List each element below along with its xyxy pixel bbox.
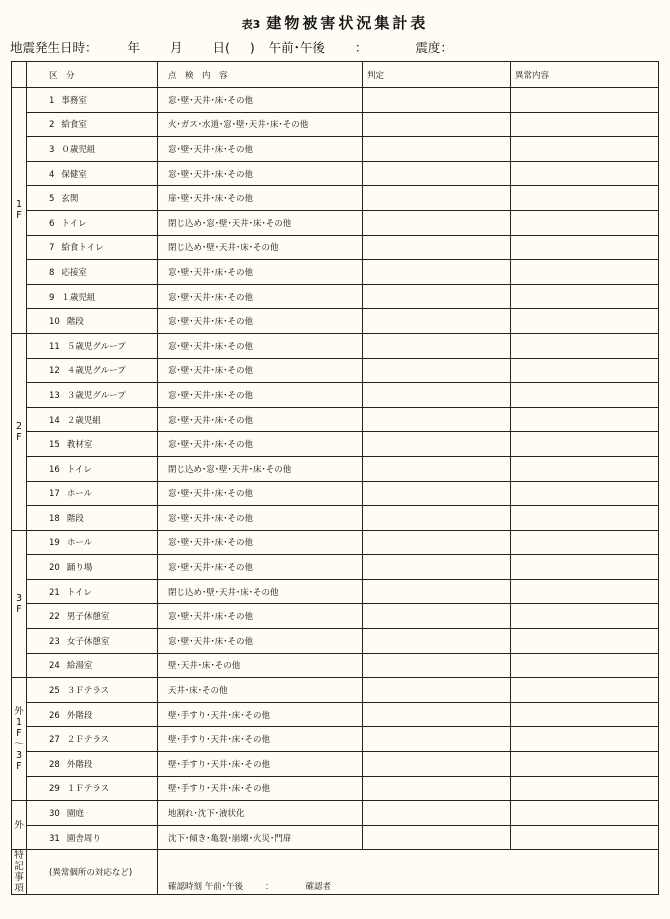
row-category xyxy=(27,137,158,162)
floor-label-text: 3F xyxy=(15,592,23,615)
row-category xyxy=(27,456,158,481)
row-check-content: 壁･天井･床･その他 xyxy=(158,653,363,678)
row-number: 19 xyxy=(49,538,60,549)
row-number: 26 xyxy=(49,710,60,721)
row-name: トイレ xyxy=(61,218,87,229)
row-name: １Ｆテラス xyxy=(66,784,110,795)
table-row xyxy=(12,776,659,801)
row-judgment-cell[interactable] xyxy=(363,432,511,457)
row-abnormal-cell[interactable] xyxy=(511,776,659,801)
confirm-time: 確認時刻 午前･午後 xyxy=(168,882,243,893)
row-category xyxy=(27,702,158,727)
row-abnormal-cell[interactable] xyxy=(511,506,659,531)
row-abnormal-cell[interactable] xyxy=(511,579,659,604)
row-category xyxy=(27,727,158,752)
row-judgment-cell[interactable] xyxy=(363,456,511,481)
row-abnormal-cell[interactable] xyxy=(511,309,659,334)
table-row xyxy=(12,432,659,457)
row-check-content: 窓･壁･天井･床･その他 xyxy=(158,358,363,383)
row-name: トイレ xyxy=(66,464,92,475)
ampm-field: 午前･午後 xyxy=(268,40,325,55)
table-row xyxy=(12,702,659,727)
row-category xyxy=(27,112,158,137)
row-judgment-cell[interactable] xyxy=(363,776,511,801)
row-category xyxy=(27,530,158,555)
row-check-content: 窓･壁･天井･床･その他 xyxy=(158,432,363,457)
row-check-content: 窓･壁･天井･床･その他 xyxy=(158,309,363,334)
row-check-content: 窓･壁･天井･床･その他 xyxy=(158,88,363,113)
table-row xyxy=(12,530,659,555)
table-row xyxy=(12,309,659,334)
row-name: ３歳児グループ xyxy=(66,390,126,401)
row-abnormal-cell[interactable] xyxy=(511,358,659,383)
row-judgment-cell[interactable] xyxy=(363,727,511,752)
row-name: ２Ｆテラス xyxy=(66,735,110,746)
row-abnormal-cell[interactable] xyxy=(511,88,659,113)
row-name: ４歳児グループ xyxy=(66,366,126,377)
row-check-content: 窓･壁･天井･床･その他 xyxy=(158,555,363,580)
row-category xyxy=(27,407,158,432)
table-row xyxy=(12,383,659,408)
row-number: 28 xyxy=(49,759,60,770)
row-name: 教材室 xyxy=(66,440,93,451)
row-number: 7 xyxy=(49,243,55,254)
row-judgment-cell[interactable] xyxy=(363,88,511,113)
row-judgment-cell[interactable] xyxy=(363,825,511,850)
row-name: ０歳児組 xyxy=(61,144,96,155)
row-number: 20 xyxy=(49,563,60,574)
row-check-content: 窓･壁･天井･床･その他 xyxy=(158,506,363,531)
table-row xyxy=(12,752,659,777)
table-row xyxy=(12,653,659,678)
row-category xyxy=(27,678,158,703)
row-abnormal-cell[interactable] xyxy=(511,407,659,432)
row-abnormal-cell[interactable] xyxy=(511,752,659,777)
row-name: ホール xyxy=(66,538,93,549)
row-check-content: 沈下･傾き･亀裂･崩壊･火災･門扉 xyxy=(158,825,363,850)
row-name: ３Ｆテラス xyxy=(66,686,110,697)
row-number: 24 xyxy=(49,661,60,672)
floor-label-text: 1F xyxy=(15,199,23,222)
row-category xyxy=(27,383,158,408)
special-note-text: (異常個所の対応など) xyxy=(49,868,133,879)
confirmer-label: 確認者 xyxy=(305,882,331,893)
row-number: 8 xyxy=(49,267,55,278)
day-close: ) xyxy=(249,40,255,55)
row-number: 22 xyxy=(49,612,60,623)
intensity-field: 震度： xyxy=(415,40,453,55)
table-row xyxy=(12,678,659,703)
row-judgment-cell[interactable] xyxy=(363,752,511,777)
row-number: 25 xyxy=(49,686,60,697)
row-category xyxy=(27,260,158,285)
row-number: 6 xyxy=(49,218,55,229)
row-abnormal-cell[interactable] xyxy=(511,235,659,260)
row-number: 11 xyxy=(49,341,60,352)
row-category xyxy=(27,604,158,629)
row-category xyxy=(27,284,158,309)
row-category xyxy=(27,506,158,531)
row-check-content: 窓･壁･天井･床･その他 xyxy=(158,407,363,432)
table-row xyxy=(12,112,659,137)
row-name: ２歳児組 xyxy=(66,415,101,426)
header-blank xyxy=(12,62,27,88)
row-check-content: 窓･壁･天井･床･その他 xyxy=(158,333,363,358)
row-name: 男子休憩室 xyxy=(66,612,110,623)
row-category xyxy=(27,555,158,580)
row-check-content: 閉じ込め･壁･天井･床･その他 xyxy=(158,235,363,260)
row-abnormal-cell[interactable] xyxy=(511,653,659,678)
row-check-content: 閉じ込め･窓･壁･天井･床･その他 xyxy=(158,456,363,481)
row-name: 給食室 xyxy=(61,120,87,131)
row-name: 階段 xyxy=(66,317,84,328)
row-category xyxy=(27,210,158,235)
header-check: 点 検 内 容 xyxy=(158,62,363,88)
row-check-content: 窓･壁･天井･床･その他 xyxy=(158,137,363,162)
row-judgment-cell[interactable] xyxy=(363,333,511,358)
row-category xyxy=(27,825,158,850)
row-abnormal-cell[interactable] xyxy=(511,161,659,186)
row-judgment-cell[interactable] xyxy=(363,407,511,432)
row-name: ５歳児グループ xyxy=(66,341,126,352)
row-check-content: 壁･手すり･天井･床･その他 xyxy=(158,776,363,801)
title-text: 建物被害状況集計表 xyxy=(266,14,429,32)
row-check-content: 窓･壁･天井･床･その他 xyxy=(158,260,363,285)
row-judgment-cell[interactable] xyxy=(363,383,511,408)
confirm-colon: ： xyxy=(264,882,274,893)
row-number: 21 xyxy=(49,587,60,598)
row-name: 応接室 xyxy=(61,267,87,278)
row-category xyxy=(27,186,158,211)
row-number: 17 xyxy=(49,489,60,500)
row-judgment-cell[interactable] xyxy=(363,555,511,580)
table-row xyxy=(12,407,659,432)
table-row xyxy=(12,506,659,531)
row-category xyxy=(27,161,158,186)
table-row xyxy=(12,284,659,309)
row-abnormal-cell[interactable] xyxy=(511,555,659,580)
row-check-content: 火･ガス･水道･窓･壁･天井･床･その他 xyxy=(158,112,363,137)
table-row xyxy=(12,629,659,654)
row-abnormal-cell[interactable] xyxy=(511,702,659,727)
row-name: 玄関 xyxy=(61,194,79,205)
row-number: 18 xyxy=(49,513,60,524)
row-abnormal-cell[interactable] xyxy=(511,383,659,408)
row-check-content: 窓･壁･天井･床･その他 xyxy=(158,530,363,555)
table-row xyxy=(12,727,659,752)
time-colon: ： xyxy=(354,40,368,55)
row-category xyxy=(27,333,158,358)
occurrence-line xyxy=(10,38,453,56)
row-category xyxy=(27,629,158,654)
row-name: 園庭 xyxy=(66,809,84,820)
table-row xyxy=(12,88,659,113)
row-name: １歳児組 xyxy=(61,292,96,303)
row-name: 給食トイレ xyxy=(61,243,104,254)
row-check-content: 閉じ込め･壁･天井･床･その他 xyxy=(158,579,363,604)
floor-label-f1 xyxy=(12,88,27,334)
row-check-content: 窓･壁･天井･床･その他 xyxy=(158,481,363,506)
table-row xyxy=(12,186,659,211)
row-check-content: 窓･壁･天井･床･その他 xyxy=(158,629,363,654)
row-category xyxy=(27,88,158,113)
special-label-text: 特記事項 xyxy=(14,850,24,895)
row-judgment-cell[interactable] xyxy=(363,358,511,383)
row-abnormal-cell[interactable] xyxy=(511,481,659,506)
floor-label-text: 外 xyxy=(14,819,24,831)
row-category xyxy=(27,481,158,506)
row-abnormal-cell[interactable] xyxy=(511,825,659,850)
table-row xyxy=(12,579,659,604)
row-number: 10 xyxy=(49,317,60,328)
row-judgment-cell[interactable] xyxy=(363,161,511,186)
day-field: 日( xyxy=(212,40,230,55)
row-category xyxy=(27,776,158,801)
row-abnormal-cell[interactable] xyxy=(511,210,659,235)
row-name: 階段 xyxy=(66,513,84,524)
row-category xyxy=(27,801,158,826)
special-note-label xyxy=(27,850,158,895)
row-check-content: 壁･手すり･天井･床･その他 xyxy=(158,727,363,752)
table-row xyxy=(12,825,659,850)
table-row xyxy=(12,358,659,383)
special-notes-row xyxy=(12,850,659,895)
row-number: 14 xyxy=(49,415,60,426)
row-abnormal-cell[interactable] xyxy=(511,801,659,826)
row-abnormal-cell[interactable] xyxy=(511,604,659,629)
row-check-content: 閉じ込め･窓･壁･天井･床･その他 xyxy=(158,210,363,235)
row-judgment-cell[interactable] xyxy=(363,235,511,260)
row-check-content: 壁･手すり･天井･床･その他 xyxy=(158,702,363,727)
row-number: 31 xyxy=(49,833,60,844)
row-category xyxy=(27,358,158,383)
row-category xyxy=(27,235,158,260)
header-abnormal: 異常内容 xyxy=(511,62,659,88)
row-name: 踊り場 xyxy=(66,563,93,574)
row-abnormal-cell[interactable] xyxy=(511,333,659,358)
row-judgment-cell[interactable] xyxy=(363,137,511,162)
occurred-label: 地震発生日時： xyxy=(10,40,98,55)
page-title xyxy=(0,12,670,33)
row-number: 4 xyxy=(49,169,55,180)
table-row xyxy=(12,801,659,826)
row-abnormal-cell[interactable] xyxy=(511,137,659,162)
row-name: 外階段 xyxy=(66,759,93,770)
row-check-content: 地割れ･沈下･液状化 xyxy=(158,801,363,826)
header-category: 区 分 xyxy=(27,62,158,88)
row-abnormal-cell[interactable] xyxy=(511,456,659,481)
row-number: 2 xyxy=(49,120,55,131)
table-row xyxy=(12,235,659,260)
row-check-content: 窓･壁･天井･床･その他 xyxy=(158,161,363,186)
row-name: ホール xyxy=(66,489,93,500)
row-check-content: 窓･壁･天井･床･その他 xyxy=(158,383,363,408)
table-number: 表3 xyxy=(241,18,261,31)
row-abnormal-cell[interactable] xyxy=(511,260,659,285)
floor-label-text: 外1F～3F xyxy=(14,706,24,773)
floor-label-special xyxy=(12,850,27,895)
row-judgment-cell[interactable] xyxy=(363,506,511,531)
row-name: 保健室 xyxy=(61,169,87,180)
row-number: 3 xyxy=(49,144,55,155)
damage-summary-table xyxy=(11,61,659,895)
row-number: 23 xyxy=(49,636,60,647)
row-judgment-cell[interactable] xyxy=(363,260,511,285)
row-check-content: 窓･壁･天井･床･その他 xyxy=(158,284,363,309)
month-field: 月 xyxy=(169,40,183,55)
row-category xyxy=(27,579,158,604)
row-abnormal-cell[interactable] xyxy=(511,284,659,309)
row-abnormal-cell[interactable] xyxy=(511,112,659,137)
row-number: 15 xyxy=(49,440,60,451)
row-number: 16 xyxy=(49,464,60,475)
row-abnormal-cell[interactable] xyxy=(511,629,659,654)
row-judgment-cell[interactable] xyxy=(363,284,511,309)
row-abnormal-cell[interactable] xyxy=(511,678,659,703)
row-judgment-cell[interactable] xyxy=(363,579,511,604)
row-number: 1 xyxy=(49,95,55,106)
floor-label-text: 2F xyxy=(15,420,23,443)
year-field: 年 xyxy=(127,40,140,55)
table-row xyxy=(12,333,659,358)
row-judgment-cell[interactable] xyxy=(363,309,511,334)
row-name: 園舎周り xyxy=(66,833,101,844)
row-judgment-cell[interactable] xyxy=(363,481,511,506)
row-check-content: 扉･壁･天井･床･その他 xyxy=(158,186,363,211)
row-check-content: 天井･床･その他 xyxy=(158,678,363,703)
row-category xyxy=(27,309,158,334)
row-judgment-cell[interactable] xyxy=(363,604,511,629)
row-judgment-cell[interactable] xyxy=(363,530,511,555)
row-name: 事務室 xyxy=(61,95,87,106)
table-row xyxy=(12,481,659,506)
row-name: 女子休憩室 xyxy=(66,636,110,647)
row-abnormal-cell[interactable] xyxy=(511,186,659,211)
row-number: 12 xyxy=(49,366,60,377)
floor-label-f3 xyxy=(12,530,27,678)
special-note-field[interactable] xyxy=(158,850,659,895)
floor-label-f2 xyxy=(12,333,27,530)
row-judgment-cell[interactable] xyxy=(363,702,511,727)
row-judgment-cell[interactable] xyxy=(363,186,511,211)
row-number: 30 xyxy=(49,809,60,820)
confirm-line xyxy=(168,880,331,892)
row-number: 9 xyxy=(49,292,55,303)
row-category xyxy=(27,653,158,678)
row-name: 給湯室 xyxy=(66,661,93,672)
row-number: 13 xyxy=(49,390,60,401)
header-judgment: 判定 xyxy=(363,62,511,88)
table-row xyxy=(12,161,659,186)
table-row xyxy=(12,260,659,285)
row-name: 外階段 xyxy=(66,710,93,721)
row-name: トイレ xyxy=(66,587,92,598)
floor-label-outer xyxy=(12,801,27,850)
row-number: 5 xyxy=(49,194,55,205)
row-category xyxy=(27,752,158,777)
table-row xyxy=(12,137,659,162)
table-row xyxy=(12,456,659,481)
row-judgment-cell[interactable] xyxy=(363,112,511,137)
row-judgment-cell[interactable] xyxy=(363,629,511,654)
row-judgment-cell[interactable] xyxy=(363,210,511,235)
row-category xyxy=(27,432,158,457)
row-judgment-cell[interactable] xyxy=(363,653,511,678)
row-judgment-cell[interactable] xyxy=(363,678,511,703)
table-row xyxy=(12,210,659,235)
table-row xyxy=(12,604,659,629)
header-row xyxy=(12,62,659,88)
row-check-content: 壁･手すり･天井･床･その他 xyxy=(158,752,363,777)
floor-label-outside xyxy=(12,678,27,801)
row-abnormal-cell[interactable] xyxy=(511,432,659,457)
table-row xyxy=(12,555,659,580)
row-number: 27 xyxy=(49,735,60,746)
row-check-content: 窓･壁･天井･床･その他 xyxy=(158,604,363,629)
row-abnormal-cell[interactable] xyxy=(511,530,659,555)
row-judgment-cell[interactable] xyxy=(363,801,511,826)
row-abnormal-cell[interactable] xyxy=(511,727,659,752)
row-number: 29 xyxy=(49,784,60,795)
